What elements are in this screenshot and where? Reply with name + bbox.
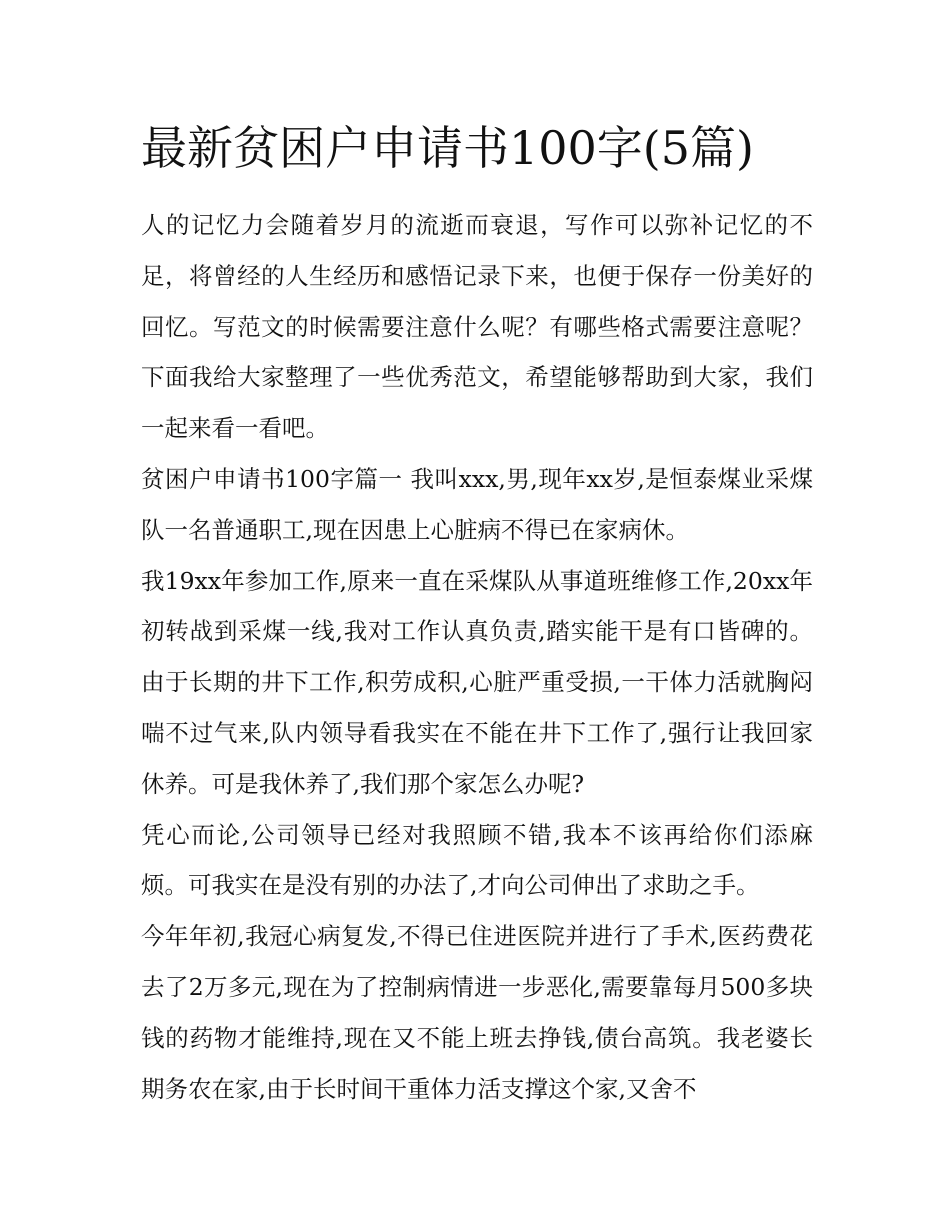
paragraph-4: 今年年初,我冠心病复发,不得已住进医院并进行了手术,医药费花去了2万多元,现在为了控制病情进一步恶化,需要靠每月500多块钱的药物才能维持,现在又不能上班去挣钱,债台高筑。我老婆长期务农在家,由于长时间干重体力活支撑这个家,又舍不 bbox=[141, 922, 813, 1103]
paragraph-3: 凭心而论,公司领导已经对我照顾不错,我本不该再给你们添麻烦。可我实在是没有别的办法了,才向公司伸出了求助之手。 bbox=[141, 820, 813, 900]
paragraph-2: 我19xx年参加工作,原来一直在采煤队从事道班维修工作,20xx年初转战到采煤一线,我对工作认真负责,踏实能干是有口皆碑的。由于长期的井下工作,积劳成积,心脏严重受损,一干体力活就胸闷喘不过气来,队内领导看我实在不能在井下工作了,强行让我回家休养。可是我休养了,我们那个家怎么办呢? bbox=[141, 566, 813, 798]
paragraph-intro: 人的记忆力会随着岁月的流逝而衰退，写作可以弥补记忆的不足，将曾经的人生经历和感悟记录下来，也便于保存一份美好的回忆。写范文的时候需要注意什么呢？有哪些格式需要注意呢？下面我给大家整理了一些优秀范文，希望能够帮助到大家，我们一起来看一看吧。 bbox=[141, 211, 813, 443]
document-title: 最新贫困户申请书100字(5篇) bbox=[141, 121, 754, 175]
document-body bbox=[141, 200, 813, 1114]
paragraph-1: 贫困户申请书100字篇一 我叫xxx,男,现年xx岁,是恒泰煤业采煤队一名普通职工,现在因患上心脏病不得已在家病休。 bbox=[141, 464, 813, 544]
